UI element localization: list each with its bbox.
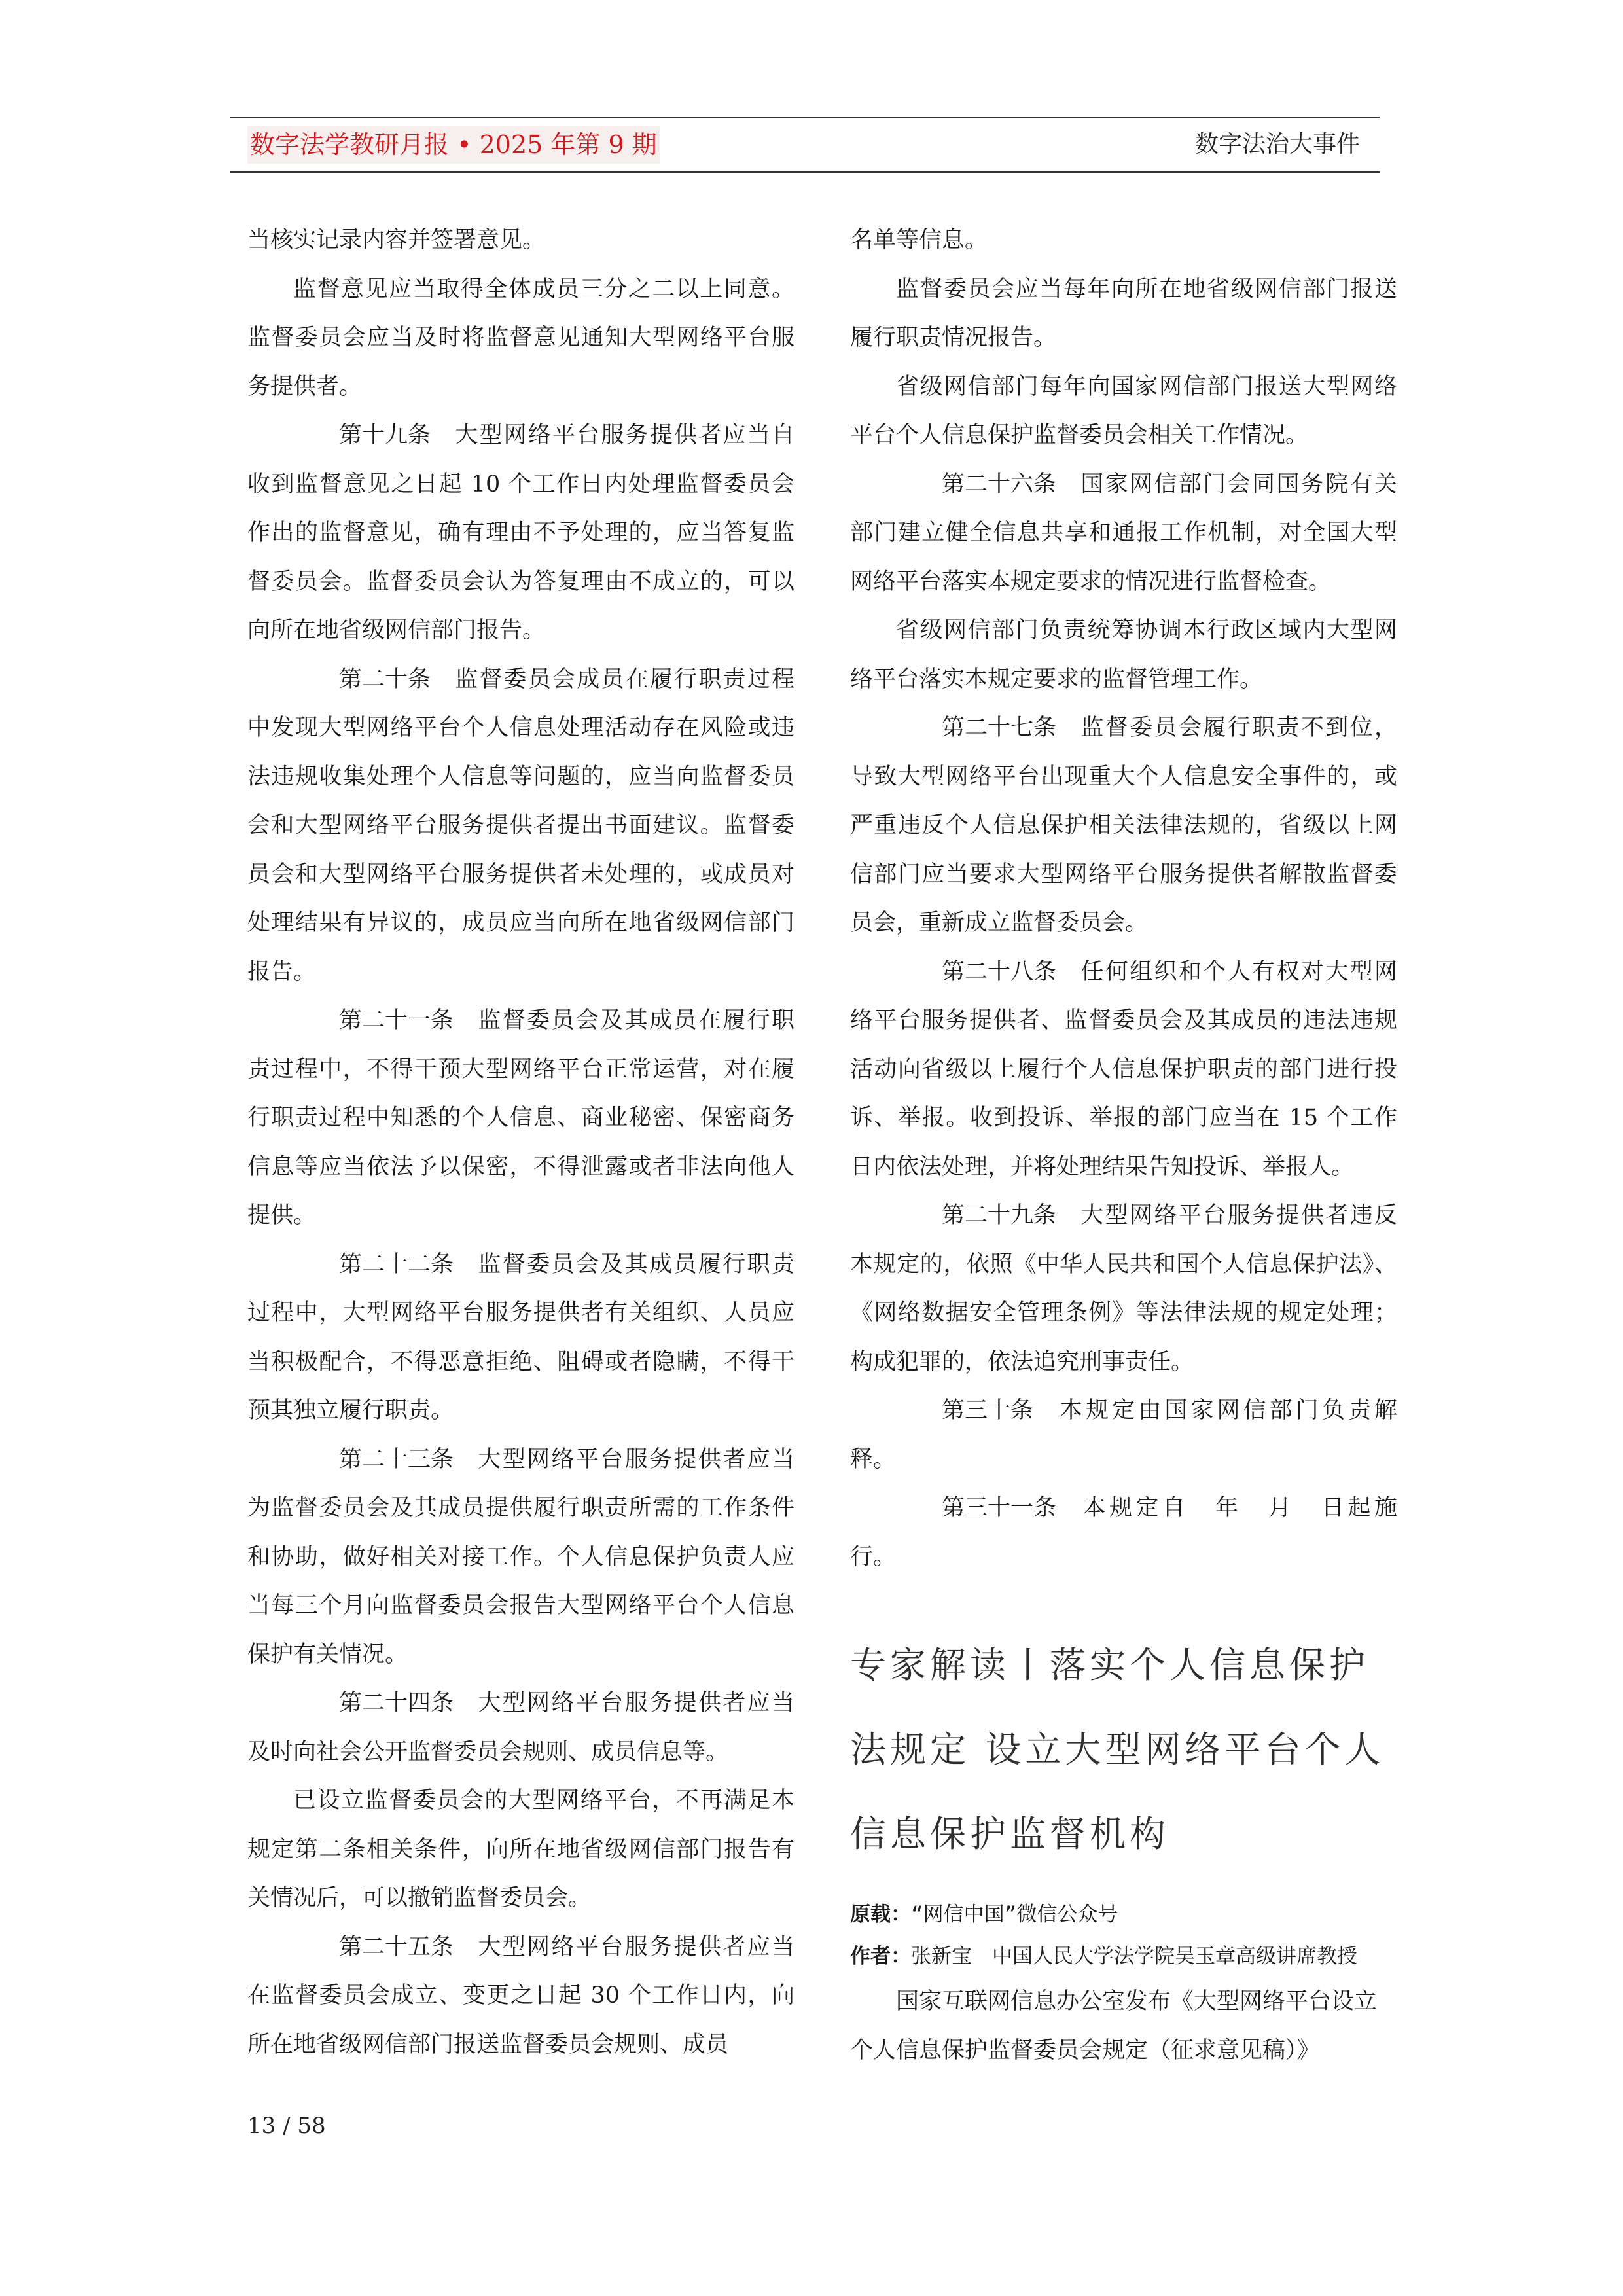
- article-25: [247, 1923, 794, 2070]
- article-text: 监督委员会及其成员履行职责过程中，大型网络平台服务提供者有关组织、人员应当积极配合，不得恶意拒绝、阻碍或者隐瞒，不得干预其独立履行职责。: [247, 1251, 794, 1424]
- right-column: [850, 216, 1397, 2075]
- article-20: [247, 655, 794, 997]
- paragraph: 已设立监督委员会的大型网络平台，不再满足本规定第二条相关条件，向所在地省级网信部门报告有关情况后，可以撤销监督委员会。: [247, 1787, 794, 1911]
- article-31: [850, 1484, 1397, 1581]
- article-text: 大型网络平台服务提供者违反本规定的，依照《中华人民共和国个人信息保护法》、《网络数据安全管理条例》等法律法规的规定处理；构成犯罪的，依法追究刑事责任。: [850, 1202, 1397, 1375]
- article-text: 大型网络平台服务提供者应当自收到监督意见之日起 10 个工作日内处理监督委员会作出的监督意见，确有理由不予处理的，应当答复监督委员会。监督委员会认为答复理由不成立的，可以向所在地省级网信部门报告。: [247, 422, 794, 643]
- article-21: [247, 996, 794, 1240]
- article-label: 第二十九条: [942, 1202, 1057, 1229]
- article-19: [247, 411, 794, 655]
- article-label: 第二十三条: [339, 1446, 454, 1473]
- article-label: 第二十四条: [339, 1690, 454, 1716]
- article-label: 第三十条: [942, 1397, 1034, 1424]
- page-number: 13 / 58: [247, 2113, 326, 2139]
- header-bottom-rule: [230, 171, 1380, 173]
- article-text: 大型网络平台服务提供者应当及时向社会公开监督委员会规则、成员信息等。: [247, 1690, 794, 1765]
- paragraph: 名单等信息。: [850, 227, 988, 253]
- article-text: 监督委员会成员在履行职责过程中发现大型网络平台个人信息处理活动存在风险或违法违规收集处理个人信息等问题的，应当向监督委员会和大型网络平台服务提供者提出书面建议。监督委员会和大型网络平台服务提供者未处理的，或成员对处理结果有异议的，成员应当向所在地省级网信部门报告。: [247, 666, 794, 985]
- section-heading: 专家解读丨落实个人信息保护法规定 设立大型网络平台个人信息保护监督机构: [850, 1644, 1385, 1855]
- article-text: 监督委员会履行职责不到位，导致大型网络平台出现重大个人信息安全事件的，或严重违反个人信息保护相关法律法规的，省级以上网信部门应当要求大型网络平台服务提供者解散监督委员会，重新成立监督委员会。: [850, 715, 1397, 936]
- source-label: 原载：: [850, 1903, 911, 1926]
- article-text: 监督委员会及其成员在履行职责过程中，不得干预大型网络平台正常运营，对在履行职责过程中知悉的个人信息、商业秘密、保密商务信息等应当依法予以保密，不得泄露或者非法向他人提供。: [247, 1007, 794, 1229]
- paragraph: 监督委员会应当每年向所在地省级网信部门报送履行职责情况报告。: [850, 276, 1397, 351]
- article-label: 第二十七条: [942, 715, 1057, 741]
- author-label: 作者：: [850, 1945, 911, 1968]
- article-text: 国家网信部门会同国务院有关部门建立健全信息共享和通报工作机制，对全国大型网络平台落实本规定要求的情况进行监督检查。: [850, 471, 1397, 595]
- source-line: [850, 1893, 1397, 1935]
- article-30: [850, 1386, 1397, 1484]
- article-23: [247, 1435, 794, 1679]
- article-label: 第二十五条: [339, 1933, 454, 1960]
- header-top-rule: [230, 117, 1380, 118]
- author-value: 张新宝 中国人民大学法学院吴玉章高级讲席教授: [911, 1945, 1357, 1968]
- paragraph: 监督意见应当取得全体成员三分之二以上同意。监督委员会应当及时将监督意见通知大型网络平台服务提供者。: [247, 276, 794, 400]
- article-27: [850, 704, 1397, 948]
- article-text: 大型网络平台服务提供者应当在监督委员会成立、变更之日起 30 个工作日内，向所在地省级网信部门报送监督委员会规则、成员: [247, 1933, 794, 2058]
- article-label: 第二十条: [339, 666, 431, 692]
- article-text: 任何组织和个人有权对大型网络平台服务提供者、监督委员会及其成员的违法违规活动向省级以上履行个人信息保护职责的部门进行投诉、举报。收到投诉、举报的部门应当在 15 个工作日内依法处理，并将处理结果告知投诉、举报人。: [850, 958, 1397, 1180]
- article-22: [247, 1240, 794, 1435]
- paragraph: 省级网信部门每年向国家网信部门报送大型网络平台个人信息保护监督委员会相关工作情况。: [850, 373, 1397, 448]
- intro-paragraph: 国家互联网信息办公室发布《大型网络平台设立个人信息保护监督委员会规定（征求意见稿）》: [850, 1988, 1378, 2064]
- article-text: 本规定自 年 月 日起施行。: [850, 1495, 1397, 1570]
- section-name: 数字法治大事件: [1194, 131, 1360, 158]
- left-column: [247, 216, 794, 2069]
- article-label: 第二十八条: [942, 958, 1057, 985]
- author-line: [850, 1935, 1397, 1977]
- article-label: 第十九条: [339, 422, 431, 448]
- article-28: [850, 948, 1397, 1192]
- article-24: [247, 1679, 794, 1776]
- paragraph: 当核实记录内容并签署意见。: [247, 227, 546, 253]
- article-label: 第二十一条: [339, 1007, 454, 1033]
- article-text: 本规定由国家网信部门负责解释。: [850, 1397, 1397, 1473]
- article-26: [850, 460, 1397, 607]
- journal-title: 数字法学教研月报 • 2025 年第 9 期: [247, 126, 660, 164]
- paragraph: 省级网信部门负责统筹协调本行政区域内大型网络平台落实本规定要求的监督管理工作。: [850, 617, 1397, 692]
- article-29: [850, 1191, 1397, 1386]
- article-label: 第二十六条: [942, 471, 1057, 497]
- article-text: 大型网络平台服务提供者应当为监督委员会及其成员提供履行职责所需的工作条件和协助，做好相关对接工作。个人信息保护负责人应当每三个月向监督委员会报告大型网络平台个人信息保护有关情况。: [247, 1446, 794, 1668]
- article-label: 第三十一条: [942, 1495, 1057, 1521]
- article-label: 第二十二条: [339, 1251, 454, 1278]
- source-value: “网信中国”微信公众号: [911, 1903, 1118, 1926]
